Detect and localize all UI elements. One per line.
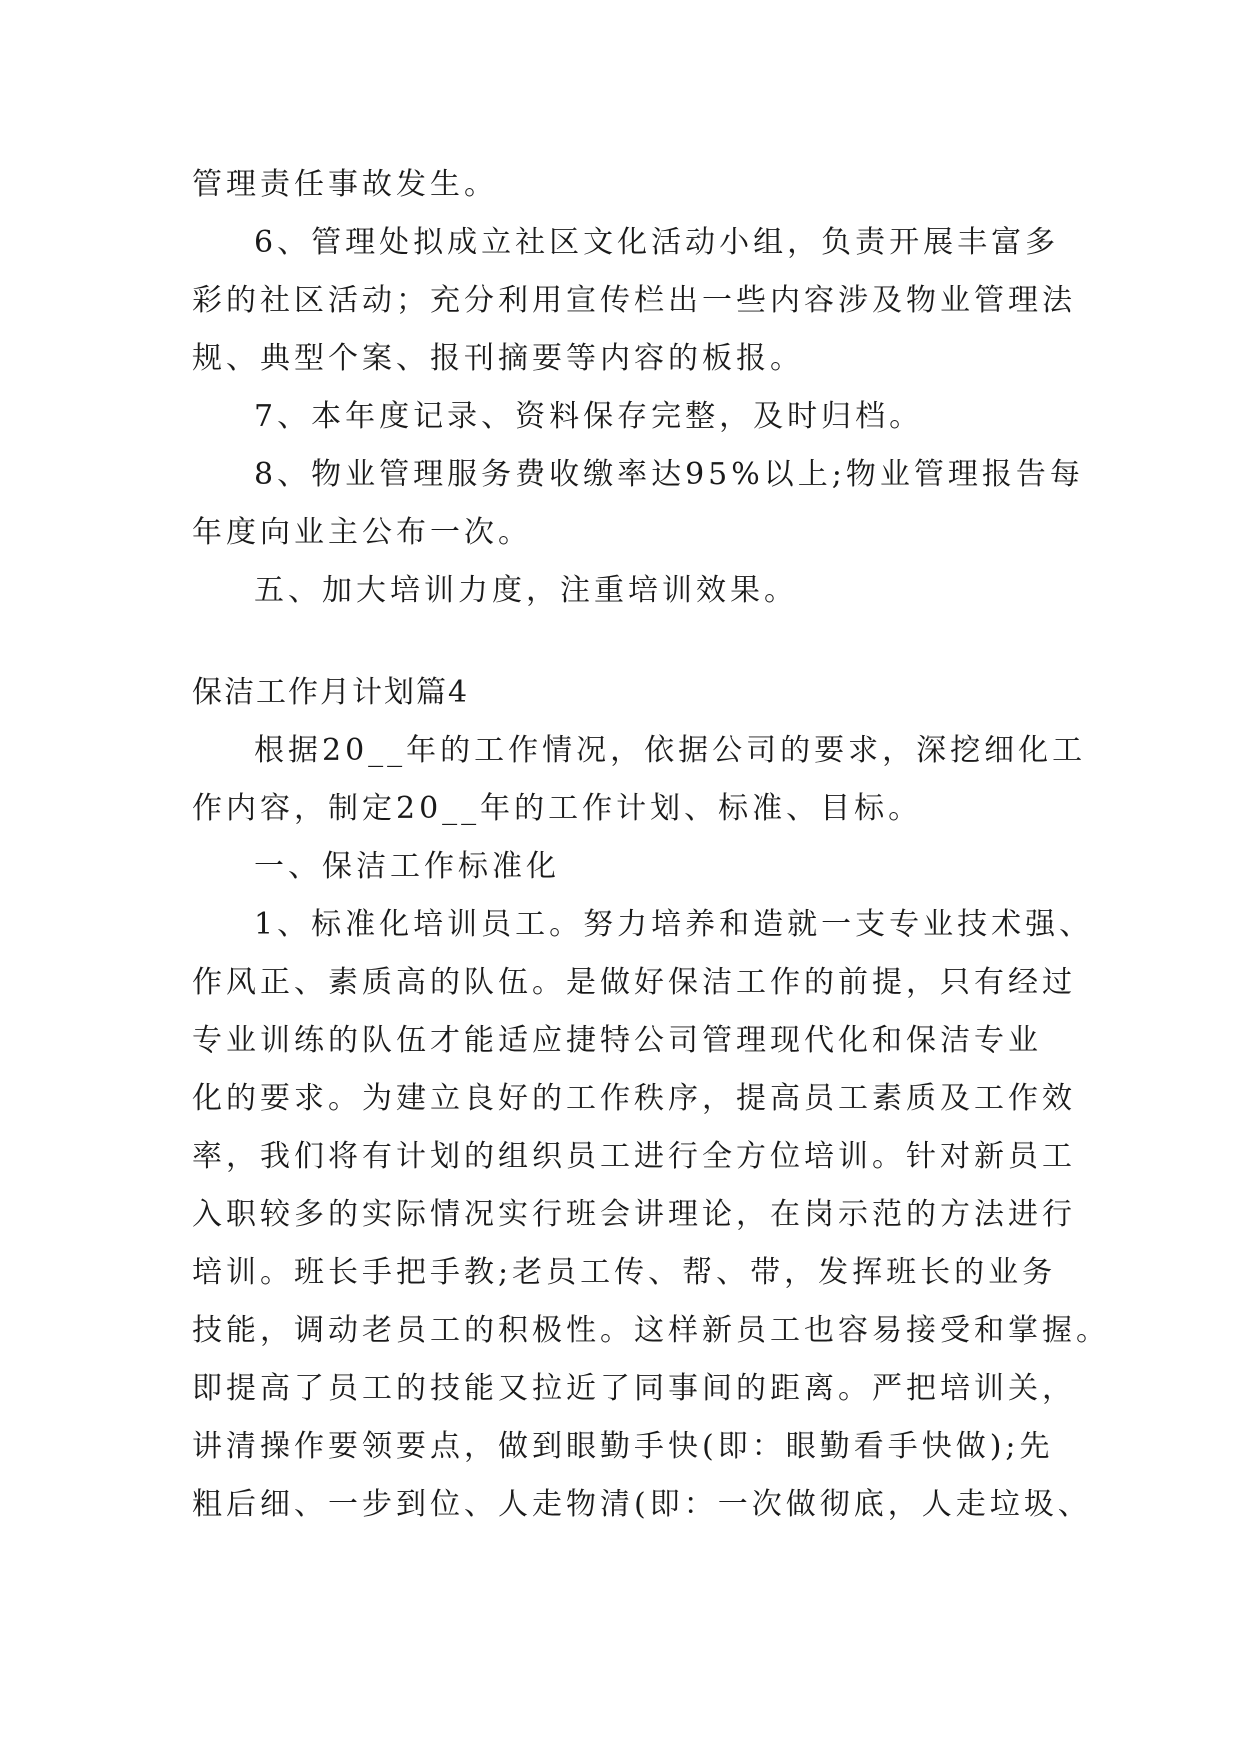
- text-line: 专业训练的队伍才能适应捷特公司管理现代化和保洁专业: [192, 1023, 1042, 1058]
- text-line: 化的要求。为建立良好的工作秩序，提高员工素质及工作效: [192, 1081, 1076, 1116]
- intro-paragraph-line: 根据20__年的工作情况，依据公司的要求，深挖细化工: [254, 733, 1087, 768]
- text-line: 入职较多的实际情况实行班会讲理论，在岗示范的方法进行: [192, 1197, 1076, 1232]
- text-line: 技能，调动老员工的积极性。这样新员工也容易接受和掌握。: [192, 1313, 1110, 1348]
- paragraph-8-line: 8、物业管理服务费收缴率达95%以上;物业管理报告每: [254, 457, 1084, 492]
- text-line: 作风正、素质高的队伍。是做好保洁工作的前提，只有经过: [192, 965, 1076, 1000]
- paragraph-7-line: 7、本年度记录、资料保存完整，及时归档。: [254, 399, 924, 434]
- text-line: 作内容，制定20__年的工作计划、标准、目标。: [192, 791, 923, 826]
- paragraph-6-line: 6、管理处拟成立社区文化活动小组，负责开展丰富多: [254, 225, 1060, 260]
- text-line: 彩的社区活动；充分利用宣传栏出一些内容涉及物业管理法: [192, 283, 1076, 318]
- text-line: 规、典型个案、报刊摘要等内容的板报。: [192, 341, 804, 376]
- text-line: 讲清操作要领要点，做到眼勤手快(即：眼勤看手快做);先: [192, 1429, 1054, 1464]
- text-line: 管理责任事故发生。: [192, 167, 498, 202]
- section-five-heading: 五、加大培训力度，注重培训效果。: [254, 573, 798, 608]
- article-title: 保洁工作月计划篇4: [192, 675, 470, 710]
- section-one-heading: 一、保洁工作标准化: [254, 849, 560, 884]
- text-line: 粗后细、一步到位、人走物清(即：一次做彻底，人走垃圾、: [192, 1487, 1092, 1522]
- text-line: 培训。班长手把手教;老员工传、帮、带，发挥班长的业务: [192, 1255, 1057, 1290]
- text-line: 率，我们将有计划的组织员工进行全方位培训。针对新员工: [192, 1139, 1076, 1174]
- text-line: 年度向业主公布一次。: [192, 515, 532, 550]
- text-line: 即提高了员工的技能又拉近了同事间的距离。严把培训关，: [192, 1371, 1076, 1406]
- paragraph-1-line: 1、标准化培训员工。努力培养和造就一支专业技术强、: [254, 907, 1094, 942]
